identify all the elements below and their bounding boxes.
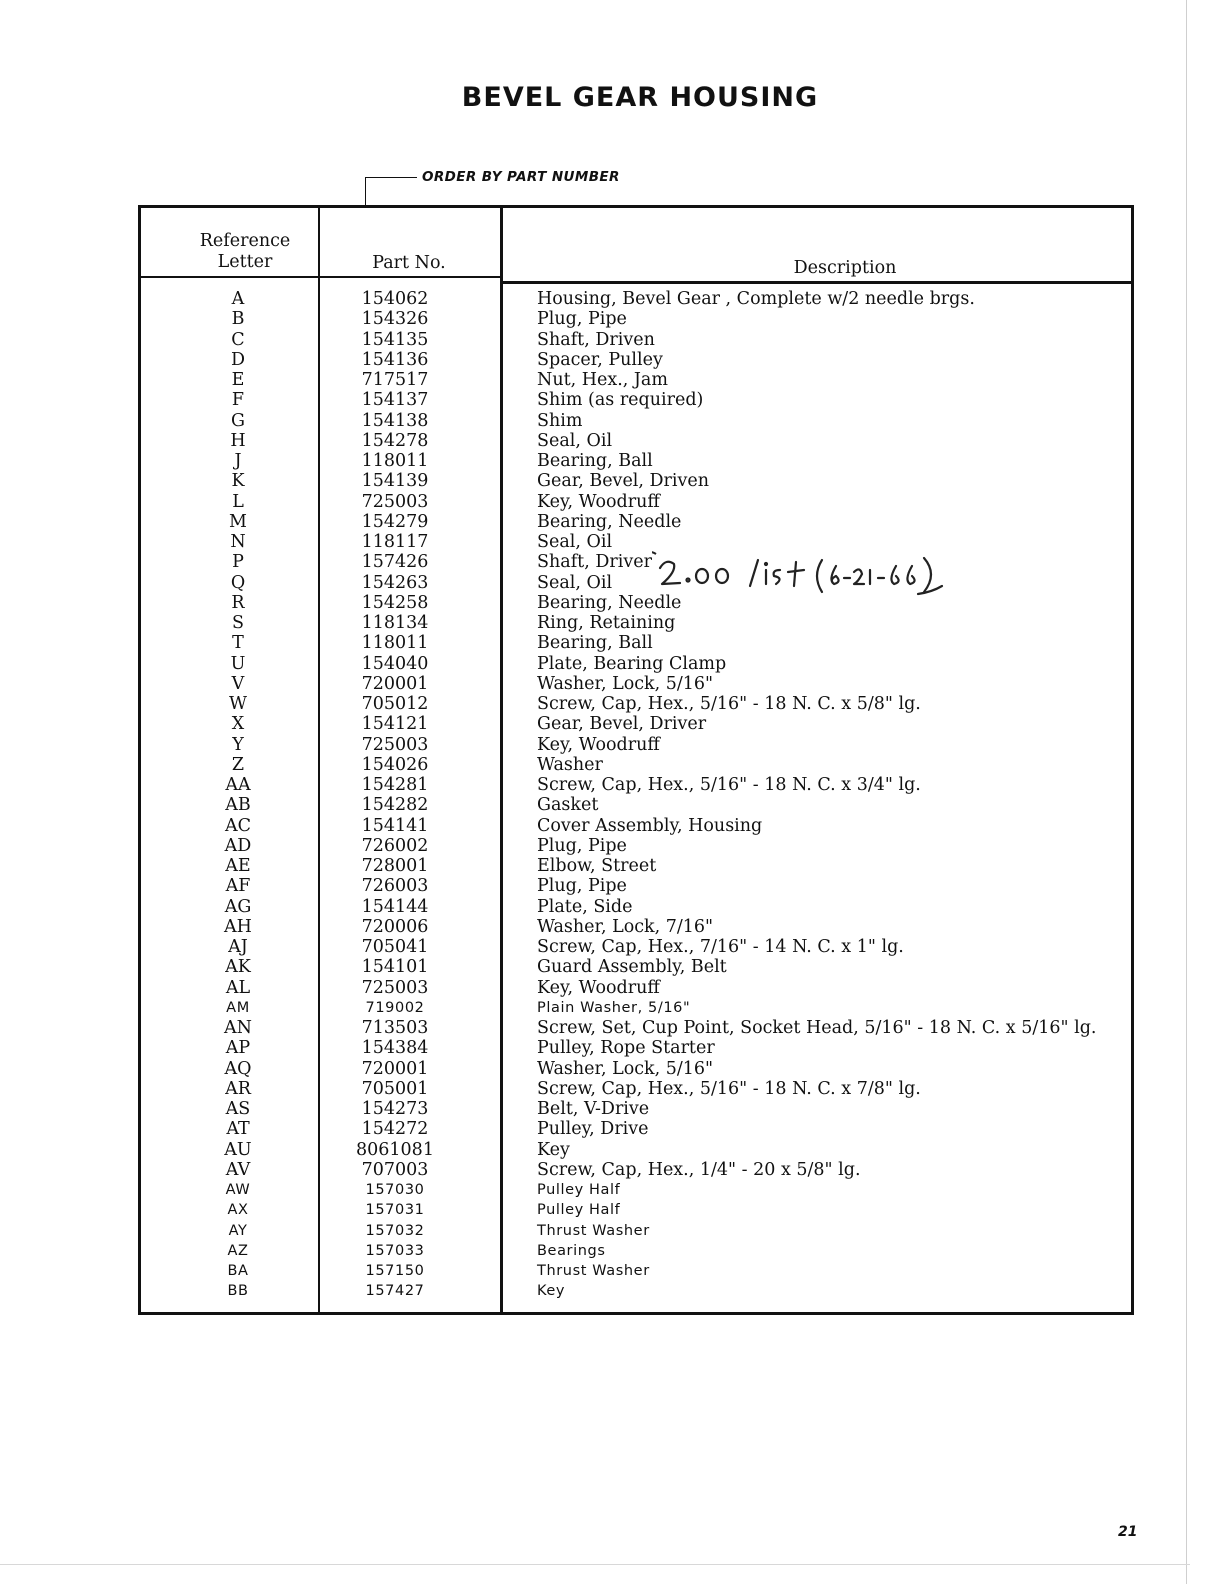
description-cell: Plug, Pipe	[537, 835, 627, 856]
scan-edge-right	[1186, 0, 1187, 1584]
reference-letter-cell: AU	[224, 1139, 252, 1160]
reference-letter-cell: AJ	[228, 937, 248, 957]
table-row	[0, 937, 1224, 957]
header-description: Description	[793, 258, 897, 278]
description-cell: Spacer, Pulley	[537, 349, 663, 370]
order-note-leader-line	[365, 177, 417, 178]
part-number-cell: 157426	[361, 552, 429, 573]
table-row	[0, 1140, 1224, 1160]
reference-letter-cell: AB	[225, 795, 251, 816]
reference-letter-cell: AG	[224, 896, 252, 917]
reference-letter-cell: F	[231, 390, 245, 411]
description-cell: Guard Assembly, Belt	[537, 957, 727, 978]
reference-letter-cell: U	[230, 653, 246, 674]
table-row	[0, 633, 1224, 653]
table-row	[0, 957, 1224, 977]
reference-letter-cell: Z	[231, 754, 245, 775]
part-number-cell: 154281	[361, 775, 429, 795]
part-number-cell: 8061081	[356, 1139, 434, 1160]
parts-table-body	[0, 289, 1224, 1302]
table-row	[0, 694, 1224, 714]
part-number-cell: 154141	[361, 815, 429, 836]
description-cell: Seal, Oil	[537, 572, 613, 593]
reference-letter-cell: AZ	[227, 1242, 249, 1259]
reference-letter-cell: BA	[227, 1263, 249, 1279]
table-row	[0, 1200, 1224, 1220]
part-number-cell: 154144	[361, 896, 429, 917]
header-reference-text: Reference Letter	[199, 231, 291, 272]
description-cell: Screw, Set, Cup Point, Socket Head, 5/16" - 18 N. C. x 5/16" lg.	[537, 1018, 1097, 1038]
part-number-cell: 720006	[361, 916, 429, 937]
description-cell: Washer, Lock, 5/16"	[537, 673, 714, 694]
description-cell: Thrust Washer	[537, 1222, 650, 1239]
description-cell: Key, Woodruff	[537, 977, 660, 998]
part-number-cell: 154279	[361, 511, 429, 532]
reference-letter-cell: AQ	[224, 1058, 252, 1079]
part-number-cell: 725003	[361, 977, 429, 998]
reference-letter-cell: A	[231, 289, 245, 309]
table-row	[0, 552, 1224, 572]
reference-letter-cell: AH	[224, 916, 252, 937]
description-cell: Ring, Retaining	[537, 613, 676, 633]
table-row	[0, 1059, 1224, 1079]
header-divider-right	[502, 281, 1132, 284]
header-part-no: Part No.	[372, 253, 446, 273]
part-number-cell: 118134	[361, 613, 429, 633]
part-number-cell: 154137	[361, 390, 429, 411]
description-cell: Plain Washer, 5/16"	[537, 999, 691, 1016]
part-number-cell: 728001	[361, 856, 429, 876]
part-number-cell: 154258	[361, 592, 429, 613]
part-number-cell: 713503	[361, 1018, 429, 1038]
table-row	[0, 532, 1224, 552]
table-row	[0, 512, 1224, 532]
description-cell: Plug, Pipe	[537, 309, 627, 330]
description-cell: Pulley, Rope Starter	[537, 1038, 715, 1059]
table-row	[0, 390, 1224, 410]
reference-letter-cell: AA	[225, 775, 251, 795]
table-row	[0, 998, 1224, 1018]
table-row	[0, 411, 1224, 431]
table-row	[0, 978, 1224, 998]
table-row	[0, 1119, 1224, 1139]
reference-letter-cell: BB	[227, 1283, 249, 1300]
part-number-cell: 118117	[361, 532, 429, 552]
part-number-cell: 154040	[361, 653, 429, 674]
reference-letter-cell: L	[232, 491, 244, 512]
reference-letter-cell: M	[229, 511, 247, 532]
description-cell: Washer, Lock, 5/16"	[537, 1058, 714, 1079]
table-row	[0, 593, 1224, 613]
reference-letter-cell: Y	[232, 734, 244, 755]
description-cell: Bearing, Ball	[537, 633, 653, 654]
reference-letter-cell: AM	[226, 999, 250, 1016]
table-row	[0, 431, 1224, 451]
part-number-cell: 154138	[361, 410, 429, 431]
reference-letter-cell: AY	[228, 1222, 248, 1239]
part-number-cell: 719002	[365, 999, 425, 1016]
description-cell: Washer, Lock, 7/16"	[537, 916, 714, 937]
description-cell: Screw, Cap, Hex., 5/16" - 18 N. C. x 5/8" lg.	[537, 694, 921, 714]
description-cell: Screw, Cap, Hex., 7/16" - 14 N. C. x 1" lg.	[537, 937, 904, 957]
description-cell: Housing, Bevel Gear , Complete w/2 needle brgs.	[537, 289, 975, 309]
table-row	[0, 330, 1224, 350]
reference-letter-cell: P	[232, 552, 244, 573]
header-reference-letter	[150, 231, 340, 273]
reference-letter-cell: C	[231, 329, 245, 350]
table-row	[0, 1281, 1224, 1301]
description-cell: Nut, Hex., Jam	[537, 370, 668, 390]
table-row	[0, 917, 1224, 937]
table-row	[0, 876, 1224, 896]
part-number-cell: 118011	[361, 633, 429, 654]
reference-letter-cell: AT	[226, 1119, 250, 1140]
reference-letter-cell: AS	[225, 1099, 251, 1119]
reference-letter-cell: V	[231, 673, 245, 694]
description-cell: Pulley Half	[537, 1202, 621, 1219]
part-number-cell: 720001	[361, 1058, 429, 1079]
table-row	[0, 856, 1224, 876]
part-number-cell: 707003	[361, 1159, 429, 1180]
part-number-cell: 157033	[365, 1242, 425, 1259]
reference-letter-cell: H	[230, 430, 246, 451]
table-row	[0, 674, 1224, 694]
part-number-cell: 118011	[361, 451, 429, 471]
table-row	[0, 350, 1224, 370]
part-number-cell: 154136	[361, 349, 429, 370]
description-cell: Plate, Side	[537, 896, 633, 917]
description-cell: Elbow, Street	[537, 856, 657, 876]
order-note-leader-tick	[365, 177, 366, 205]
table-row	[0, 492, 1224, 512]
description-cell: Key, Woodruff	[537, 491, 660, 512]
part-number-cell: 154278	[361, 430, 429, 451]
table-row	[0, 836, 1224, 856]
description-cell: Screw, Cap, Hex., 5/16" - 18 N. C. x 3/4" lg.	[537, 775, 921, 795]
description-cell: Gear, Bevel, Driven	[537, 471, 710, 492]
part-number-cell: 726003	[361, 876, 429, 897]
table-row	[0, 309, 1224, 329]
description-cell: Key	[537, 1283, 566, 1300]
page-title: BEVEL GEAR HOUSING	[461, 82, 819, 113]
description-cell: Shaft, Driver	[537, 552, 652, 573]
part-number-cell: 154026	[361, 754, 429, 775]
description-cell: Screw, Cap, Hex., 5/16" - 18 N. C. x 7/8" lg.	[537, 1078, 921, 1099]
reference-letter-cell: X	[231, 714, 245, 735]
table-row	[0, 613, 1224, 633]
part-number-cell: 157032	[365, 1222, 425, 1239]
reference-letter-cell: J	[234, 451, 242, 471]
description-cell: Shim	[537, 410, 583, 431]
table-row	[0, 1221, 1224, 1241]
table-row	[0, 370, 1224, 390]
reference-letter-cell: E	[231, 370, 245, 390]
reference-letter-cell: AL	[225, 977, 251, 998]
reference-letter-cell: AW	[225, 1182, 251, 1198]
page-number: 21	[1118, 1524, 1138, 1540]
part-number-cell: 157427	[365, 1283, 425, 1300]
reference-letter-cell: AN	[224, 1018, 252, 1038]
description-cell: Pulley, Drive	[537, 1119, 649, 1140]
table-row	[0, 1099, 1224, 1119]
description-cell: Thrust Washer	[537, 1263, 650, 1279]
part-number-cell: 726002	[361, 835, 429, 856]
description-cell: Key	[537, 1139, 570, 1160]
table-row	[0, 1160, 1224, 1180]
description-cell: Bearing, Needle	[537, 592, 682, 613]
table-row	[0, 654, 1224, 674]
reference-letter-cell: Q	[230, 572, 246, 593]
part-number-cell: 705012	[361, 694, 429, 714]
part-number-cell: 717517	[361, 370, 429, 390]
scan-edge-bottom	[0, 1564, 1190, 1565]
reference-letter-cell: AX	[227, 1202, 249, 1219]
part-number-cell: 725003	[361, 491, 429, 512]
reference-letter-cell: AK	[225, 957, 251, 978]
description-cell: Key, Woodruff	[537, 734, 660, 755]
description-cell: Cover Assembly, Housing	[537, 815, 763, 836]
part-number-cell: 154326	[361, 309, 429, 330]
reference-letter-cell: AP	[225, 1038, 251, 1059]
part-number-cell: 154135	[361, 329, 429, 350]
description-cell: Seal, Oil	[537, 430, 613, 451]
table-row	[0, 1079, 1224, 1099]
part-number-cell: 154101	[361, 957, 429, 978]
reference-letter-cell: W	[229, 694, 247, 714]
description-cell: Gasket	[537, 795, 599, 816]
part-number-cell: 154062	[361, 289, 429, 309]
part-number-cell: 157030	[365, 1182, 425, 1198]
table-row	[0, 897, 1224, 917]
table-row	[0, 1241, 1224, 1261]
part-number-cell: 705001	[361, 1078, 429, 1099]
table-row	[0, 1038, 1224, 1058]
table-row	[0, 1261, 1224, 1281]
table-row	[0, 1018, 1224, 1038]
table-row	[0, 1180, 1224, 1200]
description-cell: Shim (as required)	[537, 390, 704, 411]
reference-letter-cell: N	[230, 532, 246, 552]
handwritten-price-note	[652, 550, 952, 598]
table-row	[0, 573, 1224, 593]
reference-letter-cell: S	[232, 613, 244, 633]
part-number-cell: 154273	[361, 1099, 429, 1119]
order-note: ORDER BY PART NUMBER	[422, 169, 620, 185]
description-cell: Seal, Oil	[537, 532, 613, 552]
table-row	[0, 289, 1224, 309]
reference-letter-cell: R	[231, 592, 245, 613]
description-cell: Plug, Pipe	[537, 876, 627, 897]
reference-letter-cell: B	[231, 309, 245, 330]
table-row	[0, 755, 1224, 775]
table-row	[0, 714, 1224, 734]
description-cell: Shaft, Driven	[537, 329, 655, 350]
part-number-cell: 157150	[365, 1263, 425, 1279]
reference-letter-cell: AD	[224, 835, 252, 856]
part-number-cell: 154121	[361, 714, 429, 735]
part-number-cell: 725003	[361, 734, 429, 755]
table-row	[0, 471, 1224, 491]
reference-letter-cell: AV	[225, 1159, 251, 1180]
part-number-cell: 157031	[365, 1202, 425, 1219]
description-cell: Bearing, Ball	[537, 451, 653, 471]
description-cell: Bearing, Needle	[537, 511, 682, 532]
part-number-cell: 720001	[361, 673, 429, 694]
reference-letter-cell: G	[231, 410, 245, 431]
reference-letter-cell: T	[232, 633, 244, 654]
reference-letter-cell: AC	[224, 815, 252, 836]
reference-letter-cell: AE	[225, 856, 251, 876]
reference-letter-cell: AF	[225, 876, 251, 897]
reference-letter-cell: K	[231, 471, 245, 492]
description-cell: Washer	[537, 754, 603, 775]
description-cell: Bearings	[537, 1242, 606, 1259]
part-number-cell: 705041	[361, 937, 429, 957]
table-row	[0, 816, 1224, 836]
description-cell: Plate, Bearing Clamp	[537, 653, 727, 674]
part-number-cell: 154384	[361, 1038, 429, 1059]
description-cell: Screw, Cap, Hex., 1/4" - 20 x 5/8" lg.	[537, 1159, 861, 1180]
description-cell: Pulley Half	[537, 1182, 621, 1198]
part-number-cell: 154272	[361, 1119, 429, 1140]
table-row	[0, 795, 1224, 815]
reference-letter-cell: D	[230, 349, 246, 370]
part-number-cell: 154263	[361, 572, 429, 593]
description-cell: Belt, V-Drive	[537, 1099, 650, 1119]
table-row	[0, 451, 1224, 471]
table-row	[0, 775, 1224, 795]
part-number-cell: 154282	[361, 795, 429, 816]
reference-letter-cell: AR	[225, 1078, 251, 1099]
header-divider-left	[140, 276, 502, 278]
table-row	[0, 735, 1224, 755]
part-number-cell: 154139	[361, 471, 429, 492]
description-cell: Gear, Bevel, Driver	[537, 714, 707, 735]
